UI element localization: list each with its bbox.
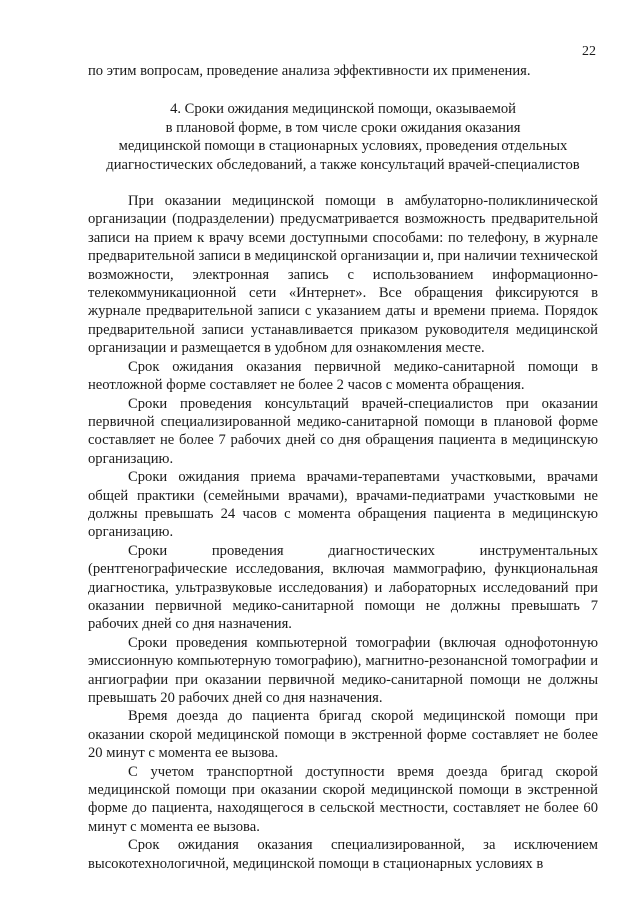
paragraph: Срок ожидания оказания специализированной, за исключением высокотехнологичной, медицинской помощи в стационарных условиях в [88,837,598,872]
paragraph: Сроки проведения диагностических инструментальных (рентгенографические исследования, включая маммографию, функциональная диагностика, ультразвуковые исследования) и лабораторных исследований при оказании первичной медико-санитарной помощи не должны превышать 7 рабочих дней со дня назначения. [88,542,598,633]
text-column [88,62,598,873]
continuation-text: по этим вопросам, проведение анализа эффективности их применения. [88,63,531,79]
paragraph: Время доезда до пациента бригад скорой медицинской помощи при оказании скорой медицинской помощи в экстренной форме составляет не более 20 минут с момента ее вызова. [88,708,598,762]
section-title-line: диагностических обследований, а также консультаций врачей-специалистов [106,156,580,173]
paragraph: С учетом транспортной доступности время доезда бригад скорой медицинской помощи при оказании скорой медицинской помощи в экстренной форме до пациента, находящегося в сельской местности, составляет не более 60 минут с момента ее вызова. [88,763,598,835]
paragraph: Сроки ожидания приема врачами-терапевтами участковыми, врачами общей практики (семейными врачами), врачами-педиатрами участковыми не должны превышать 24 часов с момента обращения пациента в медицинскую организацию. [88,469,598,541]
paragraph: Срок ожидания оказания первичной медико-санитарной помощи в неотложной форме составляет не более 2 часов с момента обращения. [88,358,598,394]
paragraph: При оказании медицинской помощи в амбулаторно-поликлинической организации (подразделении) предусматривается возможность предварительной записи на прием к врачу всеми доступными способами: по телефону, в журнале предварительной записи в медицинской организации и, при наличии технической возможности, электронная запись с использованием информационно-телекоммуникационной сети «Интернет». Все обращения фиксируются в журнале предварительной записи с указанием даты и времени приема. Порядок предварительной записи устанавливается приказом руководителя медицинской организации и размещается в удобном для ознакомления месте. [88,193,598,357]
section-title-line: в плановой форме, в том числе сроки ожидания оказания [165,119,521,136]
section-title-line: медицинской помощи в стационарных условиях, проведения отдельных [118,138,568,155]
paragraph: Сроки проведения консультаций врачей-специалистов при оказании первичной специализированной медико-санитарной помощи в плановой форме составляет не более 7 рабочих дней со дня обращения пациента в медицинскую организацию. [88,395,598,467]
page-number: 22 [582,44,596,59]
section-title-line: 4. Сроки ожидания медицинской помощи, оказываемой [170,101,516,118]
paragraph: Сроки проведения компьютерной томографии (включая однофотонную эмиссионную компьютерную томографию), магнитно-резонансной томографии и ангиографии при оказании первичной медико-санитарной помощи не должны превышать 20 рабочих дней со дня назначения. [88,634,598,706]
section-title [88,100,598,174]
